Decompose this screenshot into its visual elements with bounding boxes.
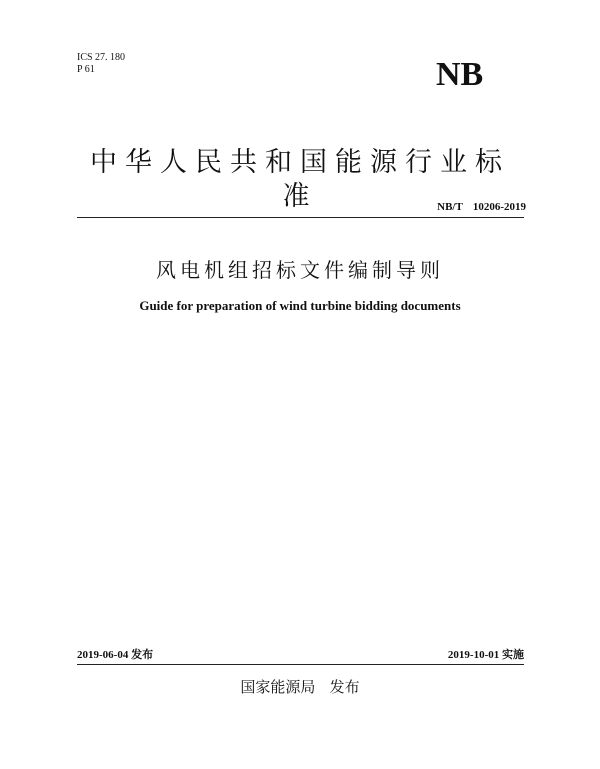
- standard-category-title: 中华人民共和国能源行业标准: [90, 147, 510, 212]
- document-title-english: Guide for preparation of wind turbine bidding documents: [139, 298, 461, 313]
- effective-date: 2019-10-01 实施: [447, 649, 524, 661]
- issuing-authority: 国家能源局 发布: [240, 678, 360, 696]
- standard-number-value: 10206-2019: [472, 201, 526, 213]
- standard-number-prefix: NB/T: [437, 201, 463, 213]
- standard-number: [437, 200, 526, 214]
- nb-logo: NB: [436, 56, 484, 93]
- document-title-chinese: 风电机组招标文件编制导则: [156, 258, 444, 282]
- bottom-divider: [77, 664, 524, 665]
- ics-code: ICS 27. 180: [77, 52, 126, 63]
- top-divider: [77, 217, 524, 218]
- issue-date: 2019-06-04 发布: [77, 649, 154, 661]
- ccs-code: P 61: [77, 64, 95, 75]
